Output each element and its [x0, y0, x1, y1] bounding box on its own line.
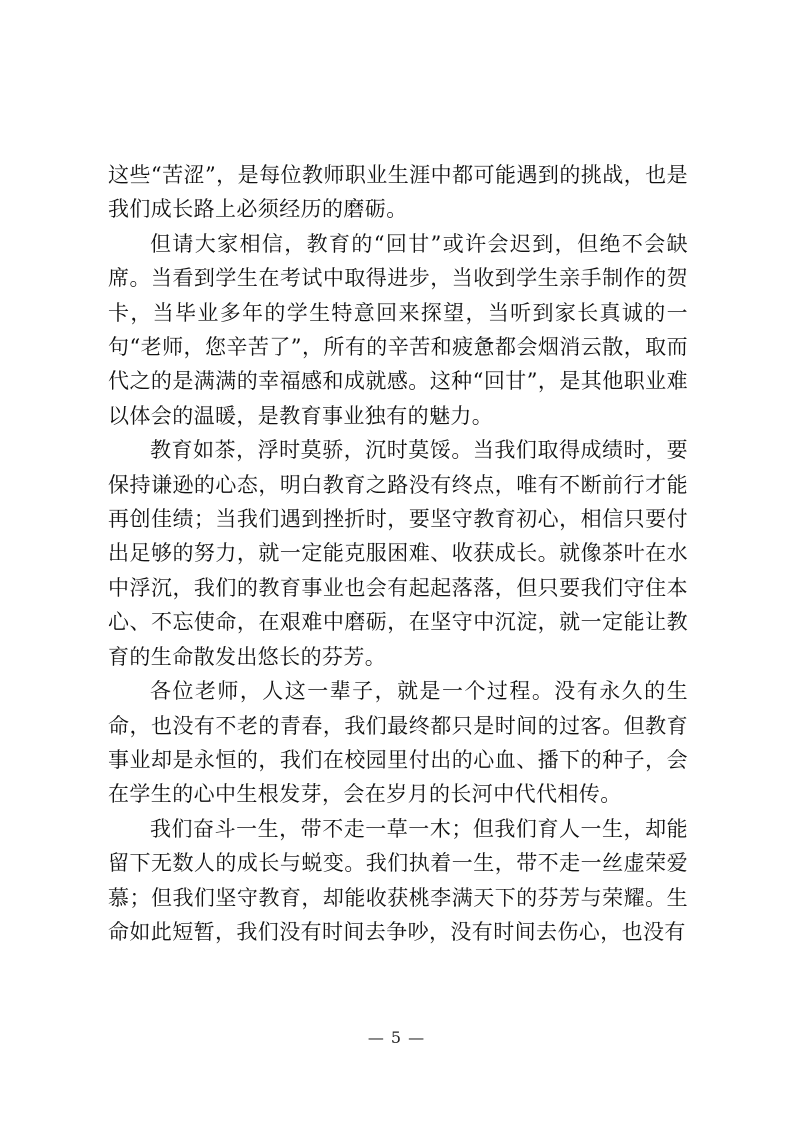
document-body — [108, 158, 688, 949]
paragraph-3: 教育如茶，浮时莫骄，沉时莫馁。当我们取得成绩时，要保持谦逊的心态，明白教育之路没有终点，唯有不断前行才能再创佳绩；当我们遇到挫折时，要坚守教育初心，相信只要付出足够的努力，就一定能克服困难、收获成长。就像茶叶在水中浮沉，我们的教育事业也会有起起落落，但只要我们守住本心、不忘使命，在艰难中磨砺，在坚守中沉淀，就一定能让教育的生命散发出悠长的芬芳。 — [108, 438, 688, 669]
paragraph-1: 这些“苦涩”，是每位教师职业生涯中都可能遇到的挑战，也是我们成长路上必须经历的磨砺。 — [108, 163, 688, 222]
paragraph-2: 但请大家相信，教育的“回甘”或许会迟到，但绝不会缺席。当看到学生在考试中取得进步，当收到学生亲手制作的贺卡，当毕业多年的学生特意回来探望，当听到家长真诚的一句“老师，您辛苦了”，所有的辛苦和疲惫都会烟消云散，取而代之的是满满的幸福感和成就感。这种“回甘”，是其他职业难以体会的温暖，是教育事业独有的魅力。 — [108, 231, 688, 428]
paragraph-5: 我们奋斗一生，带不走一草一木；但我们育人一生，却能留下无数人的成长与蜕变。我们执着一生，带不走一丝虚荣爱慕；但我们坚守教育，却能收获桃李满天下的芬芳与荣耀。生命如此短暂，我们没有时间去争吵，没有时间去伤心，也没有 — [108, 816, 688, 944]
page-number: — 5 — — [367, 1028, 426, 1047]
paragraph-4: 各位老师，人这一辈子，就是一个过程。没有永久的生命，也没有不老的青春，我们最终都只是时间的过客。但教育事业却是永恒的，我们在校园里付出的心血、播下的种子，会在学生的心中生根发芽，会在岁月的长河中代代相传。 — [108, 679, 688, 807]
